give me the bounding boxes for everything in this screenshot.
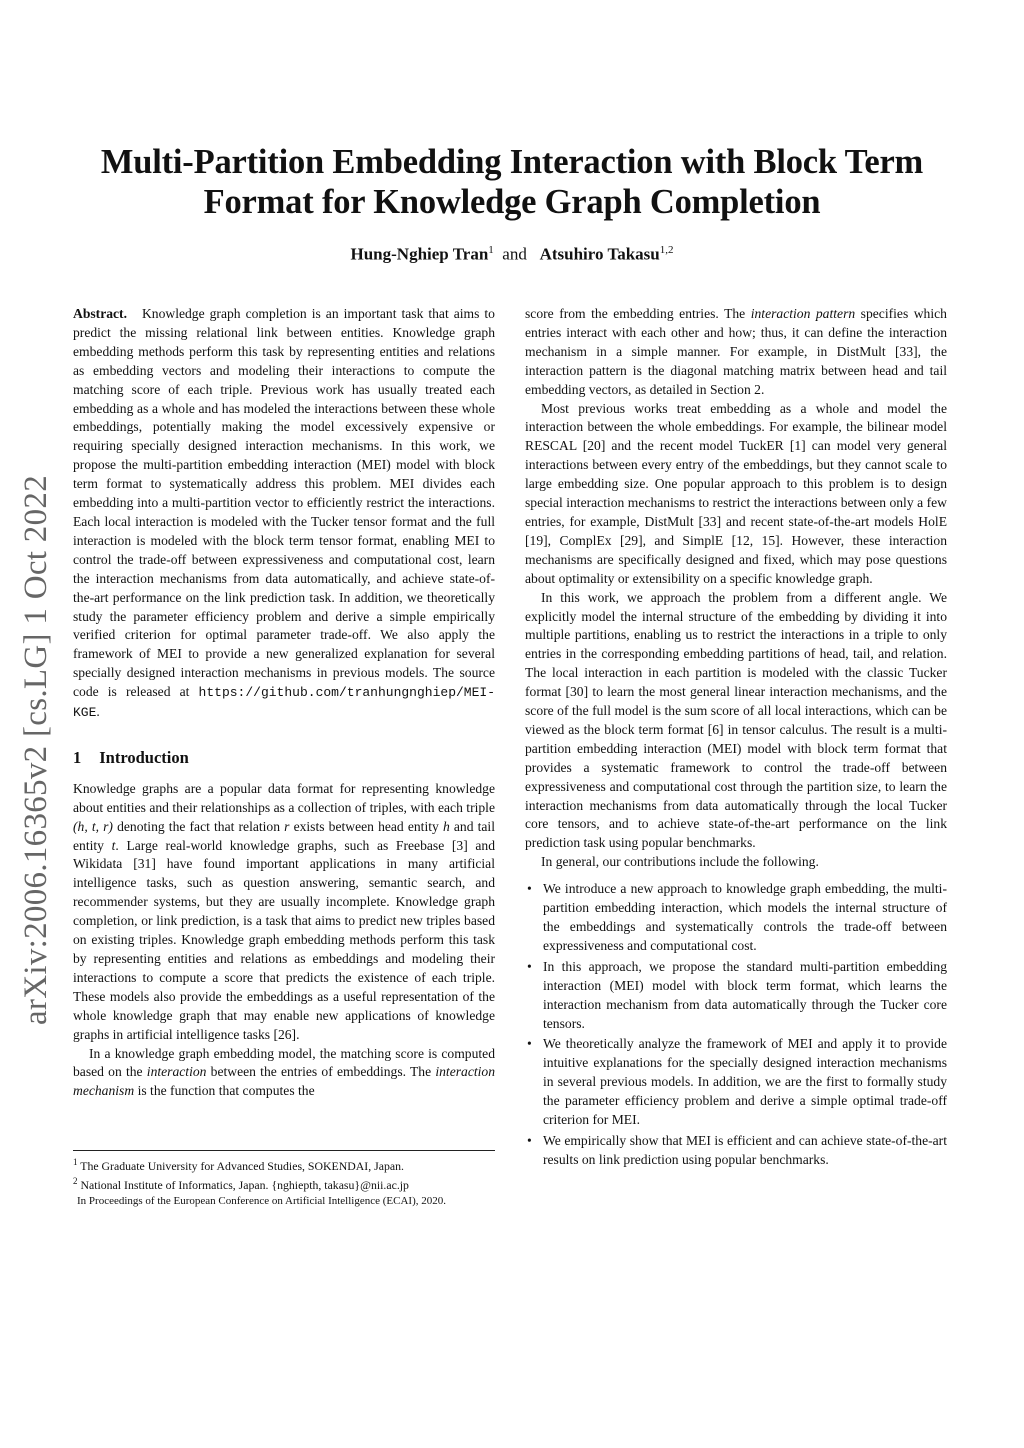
intro-paragraph-3: [525, 305, 947, 400]
arxiv-stamp: [18, 460, 58, 1040]
list-item-text: We introduce a new approach to knowledge graph embedding, the multi-partition embedding interaction, which models the internal structure of the embeddings and systematically controls the trade-off between expressiveness and computational cost.: [543, 881, 947, 953]
text-run: and tail entity: [73, 818, 495, 853]
footnote-rule: [73, 1150, 495, 1151]
bullet-icon: •: [527, 1132, 532, 1148]
paper-title: [60, 142, 964, 222]
list-item-text: In this approach, we propose the standard multi-partition embedding interaction (MEI) model with block term format, which learns the interaction mechanism from data automatically through the Tucker core tensors.: [543, 958, 947, 1031]
author-1-affil: 1: [488, 244, 494, 256]
text-run: between the entries of embeddings. The: [210, 1064, 432, 1080]
bullet-icon: •: [527, 958, 532, 974]
list-item-text: We theoretically analyze the framework of MEI and apply it to provide intuitive explanations for the specially designed interaction mechanisms in several previous models. In addition, we are the first to formally study the parameter efficiency problem and derive a simple optimal trade-off criterion for MEI.: [543, 1036, 947, 1128]
text-run: exists between head entity: [293, 818, 439, 834]
abstract-text: Knowledge graph completion is an important task that aims to predict the missing relational link between entities. Knowledge graph embedding methods perform this task by representing entities and relations as embedding vectors and modeling their interactions to compute the matching score of each triple. Previous work has usually treated each embedding as a whole and has modeled the interactions between these whole embeddings, potentially making the model excessively expensive or requiring specially designed interaction mechanisms. In this work, we propose the multi-partition embedding interaction (MEI) model with block term format to systematically address this problem. MEI divides each embedding into a multi-partition vector to efficiently restrict the interactions. Each local interaction is modeled with the Tucker tensor format and the full interaction is modeled with the block term tensor format, enabling MEI to control the trade-off between expressiveness and computational cost, learn the interaction mechanisms from data automatically, and achieve state-of-the-art performance on the link prediction task. In addition, we theoretically study the parameter efficiency problem and derive a simple empirically verified criterion for optimal parameter trade-off. We also apply the framework of MEI to provide a new generalized explanation for several specially designed interaction mechanisms in previous models. The source code is released at: [73, 306, 495, 700]
arxiv-id: arXiv:2006.16365v2 [cs.LG] 1 Oct 2022: [18, 475, 54, 1026]
text-run: denoting the fact that relation: [117, 818, 281, 834]
text-run: Knowledge graphs are a popular data format for representing knowledge about entities and their relationships as a collection of triples, with each triple: [73, 780, 495, 815]
footnote-mark: 1: [73, 1157, 78, 1167]
text-run: score from the embedding entries. The: [525, 306, 746, 321]
author-2: Atsuhiro Takasu: [539, 244, 660, 264]
footnote-2: [73, 1174, 495, 1193]
text-run: In a knowledge graph embedding model, the matching score is computed based on the: [73, 1045, 495, 1080]
section-number: 1: [73, 747, 82, 767]
footnote-text: National Institute of Informatics, Japan. {nghiepth, takasu}@nii.ac.jp: [80, 1178, 409, 1193]
author-1: Hung-Nghiep Tran: [350, 244, 489, 264]
footnote-text: The Graduate University for Advanced Studies, SOKENDAI, Japan.: [80, 1158, 404, 1173]
right-column: [525, 305, 947, 1172]
math-t: t: [111, 837, 116, 853]
intro-paragraph-6: In general, our contributions include the following.: [541, 854, 819, 870]
intro-paragraph-4: Most previous works treat embedding as a whole and model the interaction between the whole embeddings. For example, the bilinear model RESCAL [20] and the recent model TuckER [1] can model very general interactions between every entry of the embeddings, but they cannot scale to large embedding size. One popular approach to this problem is to design special interaction mechanisms to restrict the interactions between only a few entries, for example, DistMult [33] and recent state-of-the-art models HolE [19], ComplEx [29], and SimplE [12, 15]. However, these interaction mechanisms are specifically designed and fixed, which may pose questions about optimality or extensibility on a specific knowledge graph.: [525, 400, 947, 586]
title-line-1: Multi-Partition Embedding Interaction with Block Term: [100, 143, 924, 181]
math-triple: (h, t, r): [73, 818, 113, 834]
author-2-affil: 1,2: [659, 244, 674, 256]
footnote-1: [73, 1155, 495, 1174]
list-item: [525, 880, 947, 956]
list-item-text: We empirically show that MEI is efficient and can achieve state-of-the-art results on link prediction using popular benchmarks.: [543, 1132, 947, 1167]
math-r: r: [284, 818, 290, 834]
text-run: is the function that computes the: [137, 1083, 315, 1099]
list-item: [525, 1035, 947, 1130]
bullet-icon: •: [527, 881, 532, 897]
source-code-link[interactable]: https://github.com/tranhungnghiep/MEI-KGE: [73, 685, 495, 721]
footnote-mark: 2: [73, 1176, 78, 1187]
section-heading-introduction: [73, 749, 495, 768]
title-line-2: Format for Knowledge Graph Completion: [203, 183, 821, 221]
math-h: h: [442, 818, 450, 834]
bullet-icon: •: [527, 1036, 532, 1052]
footnotes: [73, 1150, 495, 1209]
abstract-label: Abstract.: [73, 306, 127, 321]
list-item: [525, 1132, 947, 1170]
intro-paragraph-1: [73, 780, 495, 1045]
text-run: . Large real-world knowledge graphs, such as Freebase [3] and Wikidata [31] have found important applications in many artificial intelligence tasks, such as question answering, semantic search, and recommender systems, but they are usually incomplete. Knowledge graph completion, or link prediction, is a task that aims to predict new triples based on existing triples. Knowledge graph embedding methods perform this task by representing entities and relations as embeddings and modeling their interactions to compute a score that predicts the existence of each triple. These models also provide the embeddings as a useful representation of the whole knowledge graph that may enable new applications of knowledge graphs in artificial intelligence tasks [26].: [73, 837, 495, 1042]
left-column: [73, 305, 495, 1101]
list-item: [525, 958, 947, 1034]
proceedings-note: In Proceedings of the European Conference on Artificial Intelligence (ECAI), 2020.: [77, 1194, 446, 1207]
emphasis: interaction mechanism: [73, 1064, 496, 1099]
section-title: Introduction: [99, 747, 189, 767]
text-run: specifies which entries interact with each other and how; thus, it can define the interaction mechanism in a simple manner. For example, in DistMult [33], the interaction pattern is the diagonal matching matrix between head and tail embedding vectors, as detailed in Section 2.: [525, 306, 947, 397]
author-list: [0, 244, 1024, 265]
intro-paragraph-2: [73, 1045, 495, 1102]
abstract: [73, 305, 495, 723]
emphasis: interaction: [146, 1064, 207, 1080]
abstract-end: .: [96, 704, 100, 720]
intro-paragraph-5: In this work, we approach the problem from a different angle. We explicitly model the internal structure of the embedding by dividing it into multiple partitions, enabling us to restrict the interactions in a triple to only entries in the corresponding embedding partitions of head, tail, and relation. The local interaction in each partition is modeled with the classic Tucker format [30] to learn the most general linear interaction mechanisms, and the score of the full model is the sum score of all local interactions, which can be viewed as the block term format [6] in tensor calculus. The result is a multi-partition embedding interaction (MEI) model with block term format that provides a systematic framework to control the trade-off between expressiveness and computational cost through the partition size, to learn the interaction mechanisms from data automatically through the local Tucker core tensors, and to achieve state-of-the-art performance on the link prediction task using popular benchmarks.: [525, 589, 947, 851]
author-conjunction: and: [502, 244, 527, 264]
emphasis: interaction pattern: [750, 306, 856, 321]
contribution-list: [525, 880, 947, 1170]
